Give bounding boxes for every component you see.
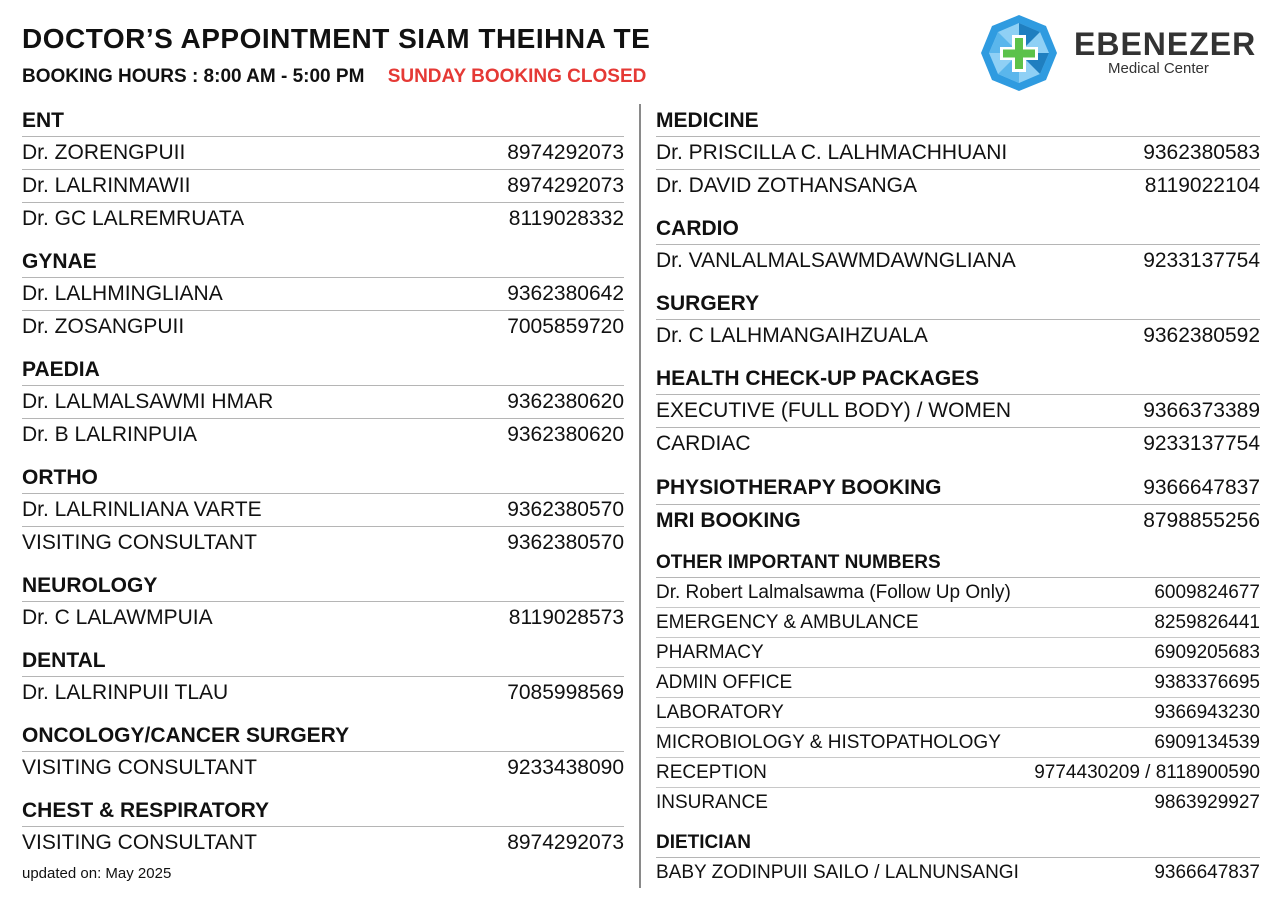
contact-name: Dr. LALRINLIANA VARTE: [22, 498, 262, 521]
contact-name: Dr. LALRINMAWII: [22, 174, 191, 197]
contact-name: MICROBIOLOGY & HISTOPATHOLOGY: [656, 731, 1001, 753]
contact-row: [22, 203, 624, 235]
contact-row: [656, 395, 1260, 428]
page-title: DOCTOR’S APPOINTMENT SIAM THEIHNA TE: [22, 23, 651, 54]
contact-phone: 9233137754: [1143, 432, 1260, 455]
section-health-checkup: [656, 364, 1260, 460]
contact-row: [22, 386, 624, 419]
contact-phone: 9863929927: [1154, 791, 1260, 813]
contact-row: [22, 494, 624, 527]
contact-phone: 8974292073: [507, 831, 624, 854]
section-oncology: [22, 721, 624, 784]
section-title: OTHER IMPORTANT NUMBERS: [656, 549, 1260, 578]
logo-name: EBENEZER: [1074, 26, 1257, 62]
contact-phone: 7085998569: [507, 681, 624, 704]
sunday-closed-notice: SUNDAY BOOKING CLOSED: [387, 66, 647, 87]
contact-phone: 9362380583: [1143, 141, 1260, 164]
contact-name: INSURANCE: [656, 791, 768, 813]
contact-name: VISITING CONSULTANT: [22, 531, 257, 554]
section-medicine: [656, 106, 1260, 202]
contact-row: [656, 758, 1260, 788]
contact-row: [22, 602, 624, 634]
contact-row: [22, 278, 624, 311]
contact-name: ADMIN OFFICE: [656, 671, 793, 693]
contact-phone: 8119028332: [508, 207, 624, 230]
contact-name: Dr. B LALRINPUIA: [22, 423, 198, 446]
contact-row: [656, 638, 1260, 668]
contact-name: Dr. LALRINPUII TLAU: [22, 681, 229, 704]
contact-row: [22, 527, 624, 559]
contact-name: VISITING CONSULTANT: [22, 831, 257, 854]
section-title: DIETICIAN: [656, 829, 1260, 858]
section-ent: [22, 106, 624, 235]
contact-phone: 9366647837: [1143, 476, 1260, 499]
contact-row: [22, 677, 624, 709]
contact-row: [656, 170, 1260, 202]
section-title: CHEST & RESPIRATORY: [22, 796, 624, 827]
contact-name: Dr. GC LALREMRUATA: [22, 207, 245, 230]
contact-row: [656, 788, 1260, 817]
contact-row: [656, 698, 1260, 728]
section-surgery: [656, 289, 1260, 352]
contact-row: [22, 137, 624, 170]
contact-row: [656, 320, 1260, 352]
section-paedia: [22, 355, 624, 451]
contact-name: Dr. VANLALMALSAWMDAWNGLIANA: [656, 249, 1016, 272]
contact-row: [656, 137, 1260, 170]
section-title: ORTHO: [22, 463, 624, 494]
section-title: ONCOLOGY/CANCER SURGERY: [22, 721, 624, 752]
contact-name: BABY ZODINPUII SAILO / LALNUNSANGI: [656, 861, 1019, 883]
booking-hours-line: [22, 66, 650, 88]
contact-name: Dr. PRISCILLA C. LALHMACHHUANI: [656, 141, 1008, 164]
contact-name: PHYSIOTHERAPY BOOKING: [656, 476, 942, 499]
contact-row: [656, 578, 1260, 608]
contact-row: [22, 752, 624, 784]
contact-phone: 6009824677: [1154, 581, 1260, 603]
contact-phone: 9233137754: [1143, 249, 1260, 272]
contact-phone: 9383376695: [1154, 671, 1260, 693]
section-chest: [22, 796, 624, 859]
booking-hours: BOOKING HOURS : 8:00 AM - 5:00 PM: [22, 66, 365, 87]
contact-phone: 8259826441: [1154, 611, 1260, 633]
contact-name: VISITING CONSULTANT: [22, 756, 257, 779]
contact-row: [656, 245, 1260, 277]
medical-cross-icon: [980, 14, 1058, 92]
contact-name: CARDIAC: [656, 432, 751, 455]
contact-name: Dr. C LALAWMPUIA: [22, 606, 213, 629]
contact-row: [656, 608, 1260, 638]
contact-row: [22, 170, 624, 203]
contact-phone: 9362380570: [507, 498, 624, 521]
contact-row: [656, 428, 1260, 460]
section-title: MEDICINE: [656, 106, 1260, 137]
section-title: HEALTH CHECK-UP PACKAGES: [656, 364, 1260, 395]
contact-phone: 9366373389: [1143, 399, 1260, 422]
contact-name: Dr. ZORENGPUII: [22, 141, 186, 164]
section-title: ENT: [22, 106, 624, 137]
section-title: NEUROLOGY: [22, 571, 624, 602]
mri-booking-row: [656, 505, 1260, 537]
contact-phone: 9362380642: [507, 282, 624, 305]
section-title: SURGERY: [656, 289, 1260, 320]
contact-phone: 9362380592: [1143, 324, 1260, 347]
section-dietician: [656, 829, 1260, 887]
left-column: [22, 106, 624, 882]
contact-phone: 9362380620: [507, 390, 624, 413]
contact-phone: 9366943230: [1154, 701, 1260, 723]
section-other-numbers: [656, 549, 1260, 817]
section-title: PAEDIA: [22, 355, 624, 386]
contact-row: [656, 668, 1260, 698]
contact-name: PHARMACY: [656, 641, 764, 663]
contact-name: RECEPTION: [656, 761, 767, 783]
section-neurology: [22, 571, 624, 634]
contact-phone: 9233438090: [507, 756, 624, 779]
right-column: [656, 106, 1260, 887]
contact-phone: 9366647837: [1154, 861, 1260, 883]
logo-subtitle: Medical Center: [1108, 60, 1209, 77]
contact-name: Dr. Robert Lalmalsawma (Follow Up Only): [656, 581, 1011, 603]
section-title: GYNAE: [22, 247, 624, 278]
contact-name: MRI BOOKING: [656, 509, 801, 532]
contact-phone: 6909134539: [1154, 731, 1260, 753]
contact-name: Dr. DAVID ZOTHANSANGA: [656, 174, 917, 197]
contact-phone: 9362380570: [507, 531, 624, 554]
contact-phone: 9362380620: [507, 423, 624, 446]
contact-phone: 9774430209 / 8118900590: [1034, 761, 1260, 783]
contact-phone: 7005859720: [507, 315, 624, 338]
ebenezer-logo: [980, 14, 1260, 94]
contact-phone: 6909205683: [1154, 641, 1260, 663]
updated-note: updated on: May 2025: [22, 865, 172, 882]
contact-row: [22, 419, 624, 451]
section-title: DENTAL: [22, 646, 624, 677]
section-title: CARDIO: [656, 214, 1260, 245]
contact-name: EXECUTIVE (FULL BODY) / WOMEN: [656, 399, 1012, 422]
section-ortho: [22, 463, 624, 559]
physiotherapy-booking-row: [656, 472, 1260, 505]
contact-name: EMERGENCY & AMBULANCE: [656, 611, 919, 633]
contact-phone: 8974292073: [507, 174, 624, 197]
contact-row: [22, 311, 624, 343]
column-divider: [639, 104, 641, 888]
contact-name: Dr. LALMALSAWMI HMAR: [22, 390, 274, 413]
section-cardio: [656, 214, 1260, 277]
contact-name: Dr. LALHMINGLIANA: [22, 282, 223, 305]
contact-row: [656, 728, 1260, 758]
contact-row: [22, 827, 624, 859]
contact-name: LABORATORY: [656, 701, 784, 723]
contact-phone: 8119028573: [508, 606, 624, 629]
contact-phone: 8119022104: [1144, 174, 1260, 197]
contact-phone: 8974292073: [507, 141, 624, 164]
contact-name: Dr. ZOSANGPUII: [22, 315, 185, 338]
section-dental: [22, 646, 624, 709]
contact-name: Dr. C LALHMANGAIHZUALA: [656, 324, 928, 347]
contact-row: [656, 858, 1260, 887]
section-gynae: [22, 247, 624, 343]
contact-phone: 8798855256: [1143, 509, 1260, 532]
header: [22, 22, 650, 88]
